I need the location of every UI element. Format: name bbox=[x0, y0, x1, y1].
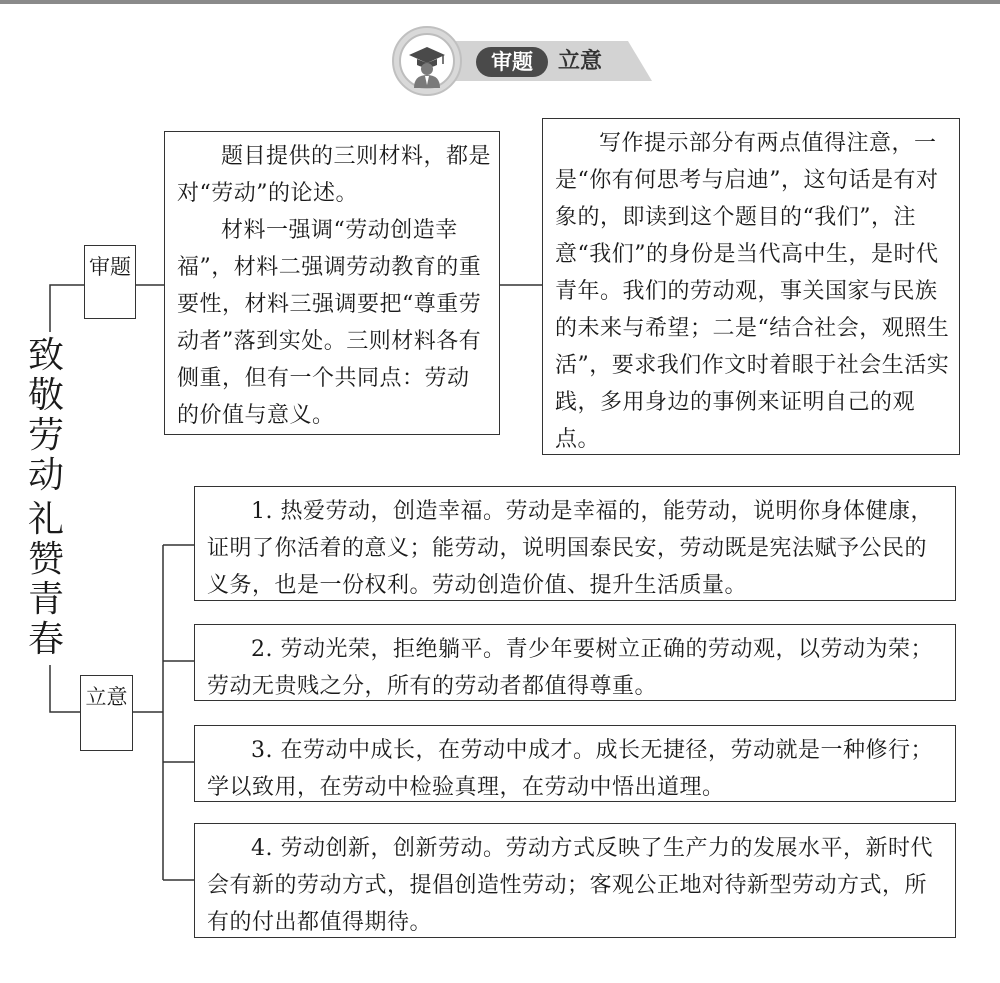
thesis-point-4 bbox=[194, 823, 956, 938]
thesis-point-4-text: 4. 劳动创新，创新劳动。劳动方式反映了生产力的发展水平，新时代会有新的劳动方式，提倡创造性劳动；客观公正地对待新型劳动方式，所有的付出都值得期待。 bbox=[207, 836, 933, 935]
shenti-label: 审题 bbox=[84, 245, 136, 319]
material-analysis-box bbox=[164, 131, 500, 435]
thesis-point-1-text: 1. 热爱劳动，创造幸福。劳动是幸福的，能劳动，说明你身体健康，证明了你活着的意义；能劳动，说明国泰民安，劳动既是宪法赋予公民的义务，也是一份权利。劳动创造价值、提升生活质量。 bbox=[207, 499, 933, 598]
thesis-point-2 bbox=[194, 624, 956, 701]
material-paragraph-2: 材料一强调“劳动创造幸福”，材料二强调劳动教育的重要性，材料三强调要把“尊重劳动者”落到实处。三则材料各有侧重，但有一个共同点：劳动的价值与意义。 bbox=[177, 218, 482, 428]
thesis-point-1 bbox=[194, 486, 956, 601]
badge-secondary-label: 立意 bbox=[558, 49, 603, 74]
writing-prompt-analysis-box bbox=[542, 118, 960, 455]
thesis-point-2-text: 2. 劳动光荣，拒绝躺平。青少年要树立正确的劳动观，以劳动为荣；劳动无贵贱之分，所有的劳动者都值得尊重。 bbox=[207, 637, 933, 699]
topic-title-line2: 礼赞青春 bbox=[27, 499, 64, 660]
topic-title-line1: 致敬劳动 bbox=[27, 335, 64, 496]
thesis-point-3-text: 3. 在劳动中成长，在劳动中成才。成长无捷径，劳动就是一种修行；学以致用，在劳动中检验真理，在劳动中悟出道理。 bbox=[207, 738, 933, 800]
thesis-point-3 bbox=[194, 725, 956, 802]
liyi-label: 立意 bbox=[80, 675, 133, 751]
material-paragraph-1: 题目提供的三则材料，都是对“劳动”的论述。 bbox=[177, 144, 492, 206]
prompt-paragraph: 写作提示部分有两点值得注意，一是“你有何思考与启迪”，这句话是有对象的，即读到这个题目的“我们”，注意“我们”的身份是当代高中生，是时代青年。我们的劳动观，事关国家与民族的未来与希望；二是“结合社会，观照生活”，要求我们作文时着眼于社会生活实践，多用身边的事例来证明自己的观点。 bbox=[555, 131, 950, 452]
badge-primary-label: 审题 bbox=[476, 47, 548, 77]
